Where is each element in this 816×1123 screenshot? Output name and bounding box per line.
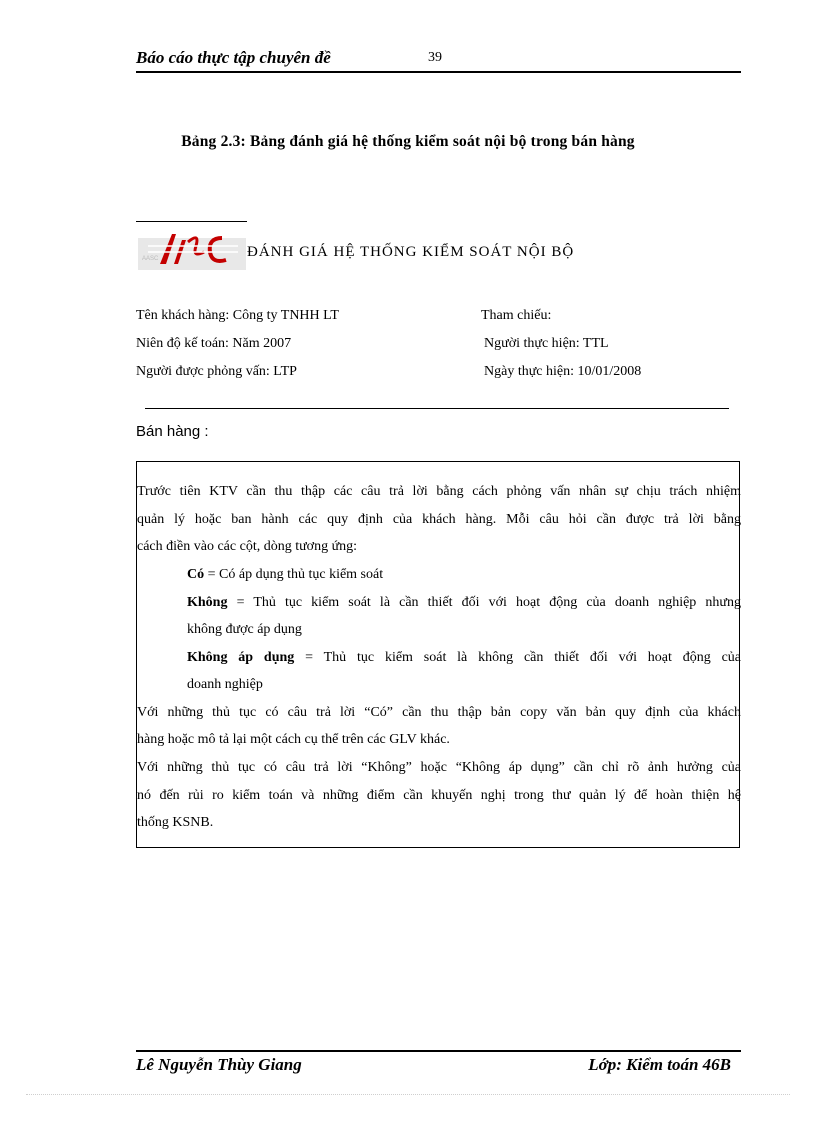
fiscal-year: Niên độ kế toán: Năm 2007 xyxy=(136,336,292,351)
info-divider xyxy=(145,408,729,409)
option-khong-line-2: không được áp dụng xyxy=(187,622,302,637)
option-kad-line-2: doanh nghiệp xyxy=(187,677,263,692)
interviewee: Người được phỏng vấn: LTP xyxy=(136,364,297,379)
page-bottom-dotted-line xyxy=(26,1094,790,1095)
intro-line-3: cách điền vào các cột, dòng tương ứng: xyxy=(137,539,358,554)
footer-class: Lớp: Kiểm toán 46B xyxy=(588,1055,731,1074)
no-note-line-3: thống KSNB. xyxy=(137,815,214,830)
section-label: Bán hàng : xyxy=(136,423,209,440)
footer-rule xyxy=(136,1050,741,1052)
logo-top-rule xyxy=(136,221,247,222)
page-number: 39 xyxy=(428,50,442,65)
option-khong xyxy=(187,595,741,611)
footer-author: Lê Nguyễn Thùy Giang xyxy=(136,1055,302,1074)
reference: Tham chiếu: xyxy=(481,308,552,323)
header-rule xyxy=(136,71,741,73)
option-khong-label: Không xyxy=(187,595,228,610)
option-khong-text: = Thủ tục kiểm soát là cần thiết đối với hoạt động của doanh nghiệp nhưng xyxy=(227,595,741,610)
client-name: Tên khách hàng: Công ty TNHH LT xyxy=(136,308,339,323)
option-co xyxy=(187,567,741,583)
performer: Người thực hiện: TTL xyxy=(484,336,609,351)
yes-note-line-2: hàng hoặc mô tả lại một cách cụ thể trên các GLV khác. xyxy=(137,732,450,747)
option-kad-label: Không áp dụng xyxy=(187,650,295,665)
option-co-label: Có xyxy=(187,567,205,582)
option-kad-text: = Thủ tục kiểm soát là không cần thiết đối với hoạt động của xyxy=(294,650,741,665)
logo-caption: AASC xyxy=(142,256,159,262)
perform-date: Ngày thực hiện: 10/01/2008 xyxy=(484,364,642,379)
option-co-text: = Có áp dụng thủ tục kiểm soát xyxy=(204,567,384,582)
aasc-logo xyxy=(138,224,246,272)
instruction-box xyxy=(136,461,740,848)
intro-line-1: Trước tiên KTV cần thu thập các câu trả lời bằng cách phỏng vấn nhân sự chịu trách nhiệm xyxy=(137,484,741,499)
yes-note-line-1: Với những thủ tục có câu trả lời “Có” cần thu thập bản copy văn bản quy định của khách xyxy=(137,705,741,720)
table-title: Bảng 2.3: Bảng đánh giá hệ thống kiểm soát nội bộ trong bán hàng xyxy=(181,133,635,150)
option-kad xyxy=(187,650,741,666)
no-note-line-1: Với những thủ tục có câu trả lời “Không” hoặc “Không áp dụng” cần chỉ rõ ảnh hưởng của xyxy=(137,760,741,775)
running-header-title: Báo cáo thực tập chuyên đề xyxy=(136,48,331,67)
intro-line-2: quản lý hoặc ban hành các quy định của khách hàng. Mỗi câu hỏi cần được trả lời bằng xyxy=(137,512,741,527)
form-title: ĐÁNH GIÁ HỆ THỐNG KIỂM SOÁT NỘI BỘ xyxy=(247,244,575,260)
no-note-line-2: nó đến rủi ro kiểm toán và những điểm cần khuyến nghị trong thư quản lý để hoàn thiện hệ xyxy=(137,788,741,803)
